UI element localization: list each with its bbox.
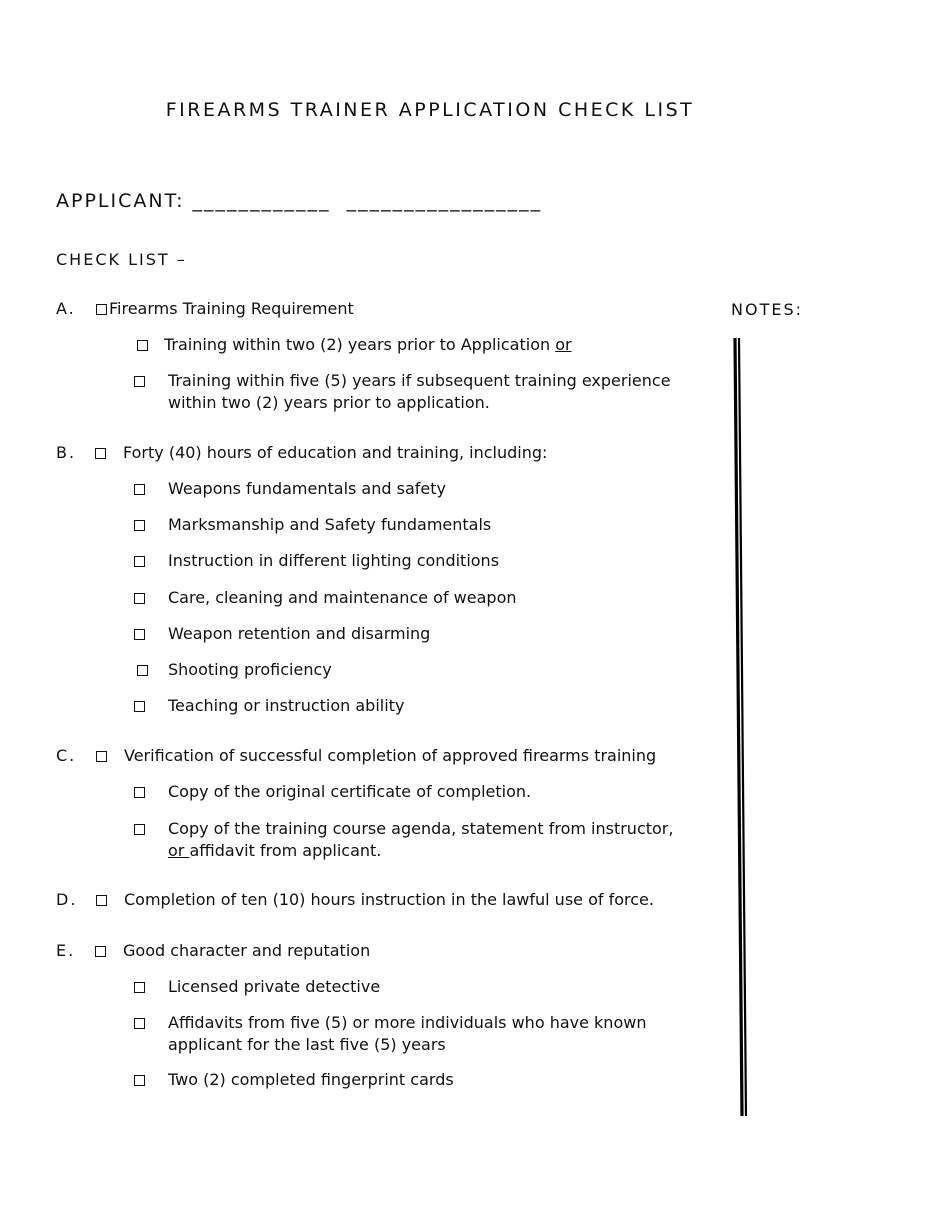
checklist-item: Weapons fundamentals and safety (168, 479, 446, 498)
checkbox[interactable] (137, 665, 148, 676)
section-heading: Good character and reputation (123, 941, 371, 960)
checkbox[interactable] (96, 895, 107, 906)
checklist-item: Care, cleaning and maintenance of weapon (168, 588, 517, 607)
checklist-item: Shooting proficiency (168, 660, 332, 679)
checkbox[interactable] (134, 376, 145, 387)
checkbox[interactable] (134, 982, 145, 993)
checkbox[interactable] (134, 824, 145, 835)
applicant-line (56, 190, 542, 212)
checklist-item: Weapon retention and disarming (168, 624, 431, 643)
section-heading: Verification of successful completion of approved firearms training (124, 746, 657, 765)
checkbox[interactable] (96, 304, 107, 315)
checkbox[interactable] (134, 629, 145, 640)
checklist-label: CHECK LIST – (56, 250, 187, 269)
applicant-label: APPLICANT: (56, 190, 185, 212)
underlined-or: or (168, 841, 190, 860)
checkbox[interactable] (134, 1018, 145, 1029)
checkbox[interactable] (134, 593, 145, 604)
checklist-item: Instruction in different lighting conditions (168, 551, 500, 570)
checkbox[interactable] (95, 946, 106, 957)
section-letter: D. (56, 890, 78, 909)
applicant-first-name-blank[interactable]: ____________ (192, 190, 331, 212)
checkbox[interactable] (134, 701, 145, 712)
notes-rule (728, 336, 752, 1120)
checklist-item: Teaching or instruction ability (168, 696, 405, 715)
underlined-or: or (555, 335, 572, 354)
section-letter: A. (56, 299, 76, 318)
notes-label: NOTES: (731, 300, 803, 319)
section-letter: C. (56, 746, 77, 765)
checklist-item: Copy of the original certificate of completion. (168, 782, 532, 801)
section-letter: B. (56, 443, 77, 462)
checkbox[interactable] (134, 1075, 145, 1086)
checkbox[interactable] (95, 448, 106, 459)
checkbox[interactable] (134, 556, 145, 567)
checkbox[interactable] (137, 340, 148, 351)
checklist-item: Marksmanship and Safety fundamentals (168, 515, 492, 534)
section-heading: Completion of ten (10) hours instruction in the lawful use of force. (124, 890, 654, 909)
checklist-item: Affidavits from five (5) or more individuals who have known applicant for the last five (5) years (168, 1013, 647, 1054)
checkbox[interactable] (96, 751, 107, 762)
checkbox[interactable] (134, 484, 145, 495)
section-letter: E. (56, 941, 76, 960)
section-heading: Forty (40) hours of education and training, including: (123, 443, 548, 462)
checklist-item: Copy of the training course agenda, statement from instructor, or affidavit from applicant. (168, 819, 674, 860)
section-heading: Firearms Training Requirement (109, 299, 354, 318)
checklist-item: Licensed private detective (168, 977, 381, 996)
applicant-last-name-blank[interactable]: _________________ (346, 190, 543, 212)
checklist-item: Two (2) completed fingerprint cards (168, 1070, 454, 1089)
page-title: FIREARMS TRAINER APPLICATION CHECK LIST (165, 99, 695, 121)
checkbox[interactable] (134, 520, 145, 531)
checklist-item: Training within five (5) years if subsequent training experience within two (2) years prior to application. (168, 371, 671, 412)
checklist-item: Training within two (2) years prior to Application or (164, 335, 572, 354)
checkbox[interactable] (134, 787, 145, 798)
